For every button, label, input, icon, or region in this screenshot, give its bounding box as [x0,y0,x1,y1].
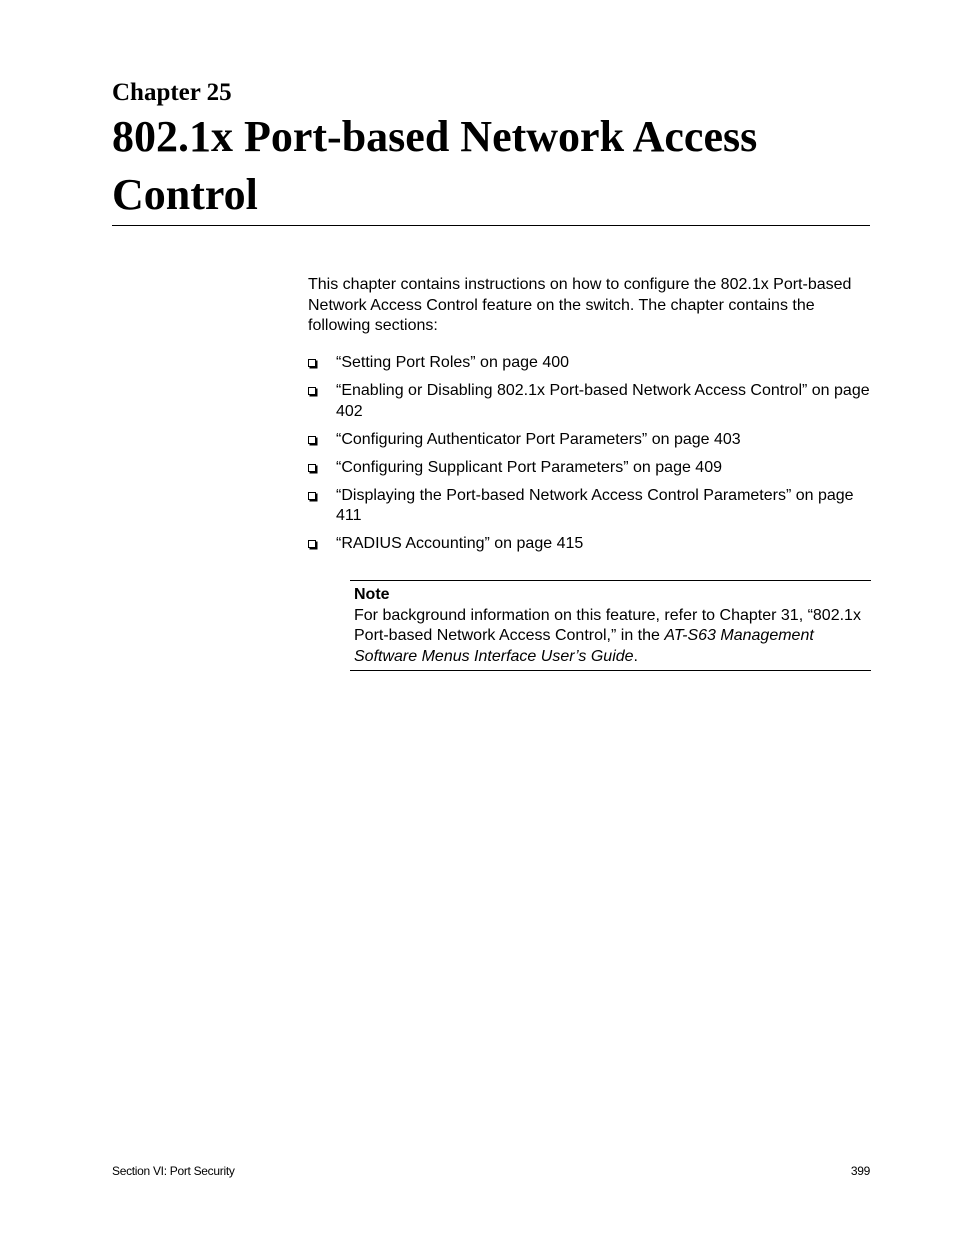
note-text-before: For background information on this feature, refer to Chapter 31, “802.1x Port-based Network Access Control,” in the [354,606,861,644]
checkbox-bullet-icon [308,436,316,444]
list-item[interactable] [308,353,872,374]
chapter-label: Chapter 25 [112,79,232,106]
list-item[interactable] [308,381,872,422]
section-link[interactable]: “Displaying the Port-based Network Access Control Parameters” on page 411 [336,486,854,524]
note-text [354,607,861,665]
section-link[interactable]: “RADIUS Accounting” on page 415 [336,535,584,552]
section-link[interactable]: “Configuring Authenticator Port Parameters” on page 403 [336,430,741,448]
checkbox-bullet-icon [308,464,316,472]
intro-paragraph: This chapter contains instructions on how to configure the 802.1x Port-based Network Access Control feature on the switch. The chapter contains the following sections: [308,276,852,334]
page-title: 802.1x Port-based Network Access Control [112,112,758,219]
page-number: 399 [850,1164,870,1178]
section-link[interactable]: “Configuring Supplicant Port Parameters” on page 409 [336,458,722,476]
note-box [350,580,871,671]
section-link[interactable]: “Enabling or Disabling 802.1x Port-based Network Access Control” on page 402 [336,382,870,420]
list-item[interactable] [308,534,872,555]
footer-section: Section VI: Port Security [112,1164,235,1178]
checkbox-bullet-icon [308,387,316,395]
checkbox-bullet-icon [308,359,316,367]
note-text-after: . [633,647,638,665]
note-heading: Note [354,586,390,603]
list-item[interactable] [308,486,872,527]
list-item[interactable] [308,458,872,479]
checkbox-bullet-icon [308,540,316,548]
section-link[interactable]: “Setting Port Roles” on page 400 [336,354,570,371]
section-list [308,353,872,562]
list-item[interactable] [308,430,872,451]
guide-title: AT-S63 Management Software Menus Interface User’s Guide [354,627,814,665]
checkbox-bullet-icon [308,492,316,500]
title-divider [112,225,870,226]
